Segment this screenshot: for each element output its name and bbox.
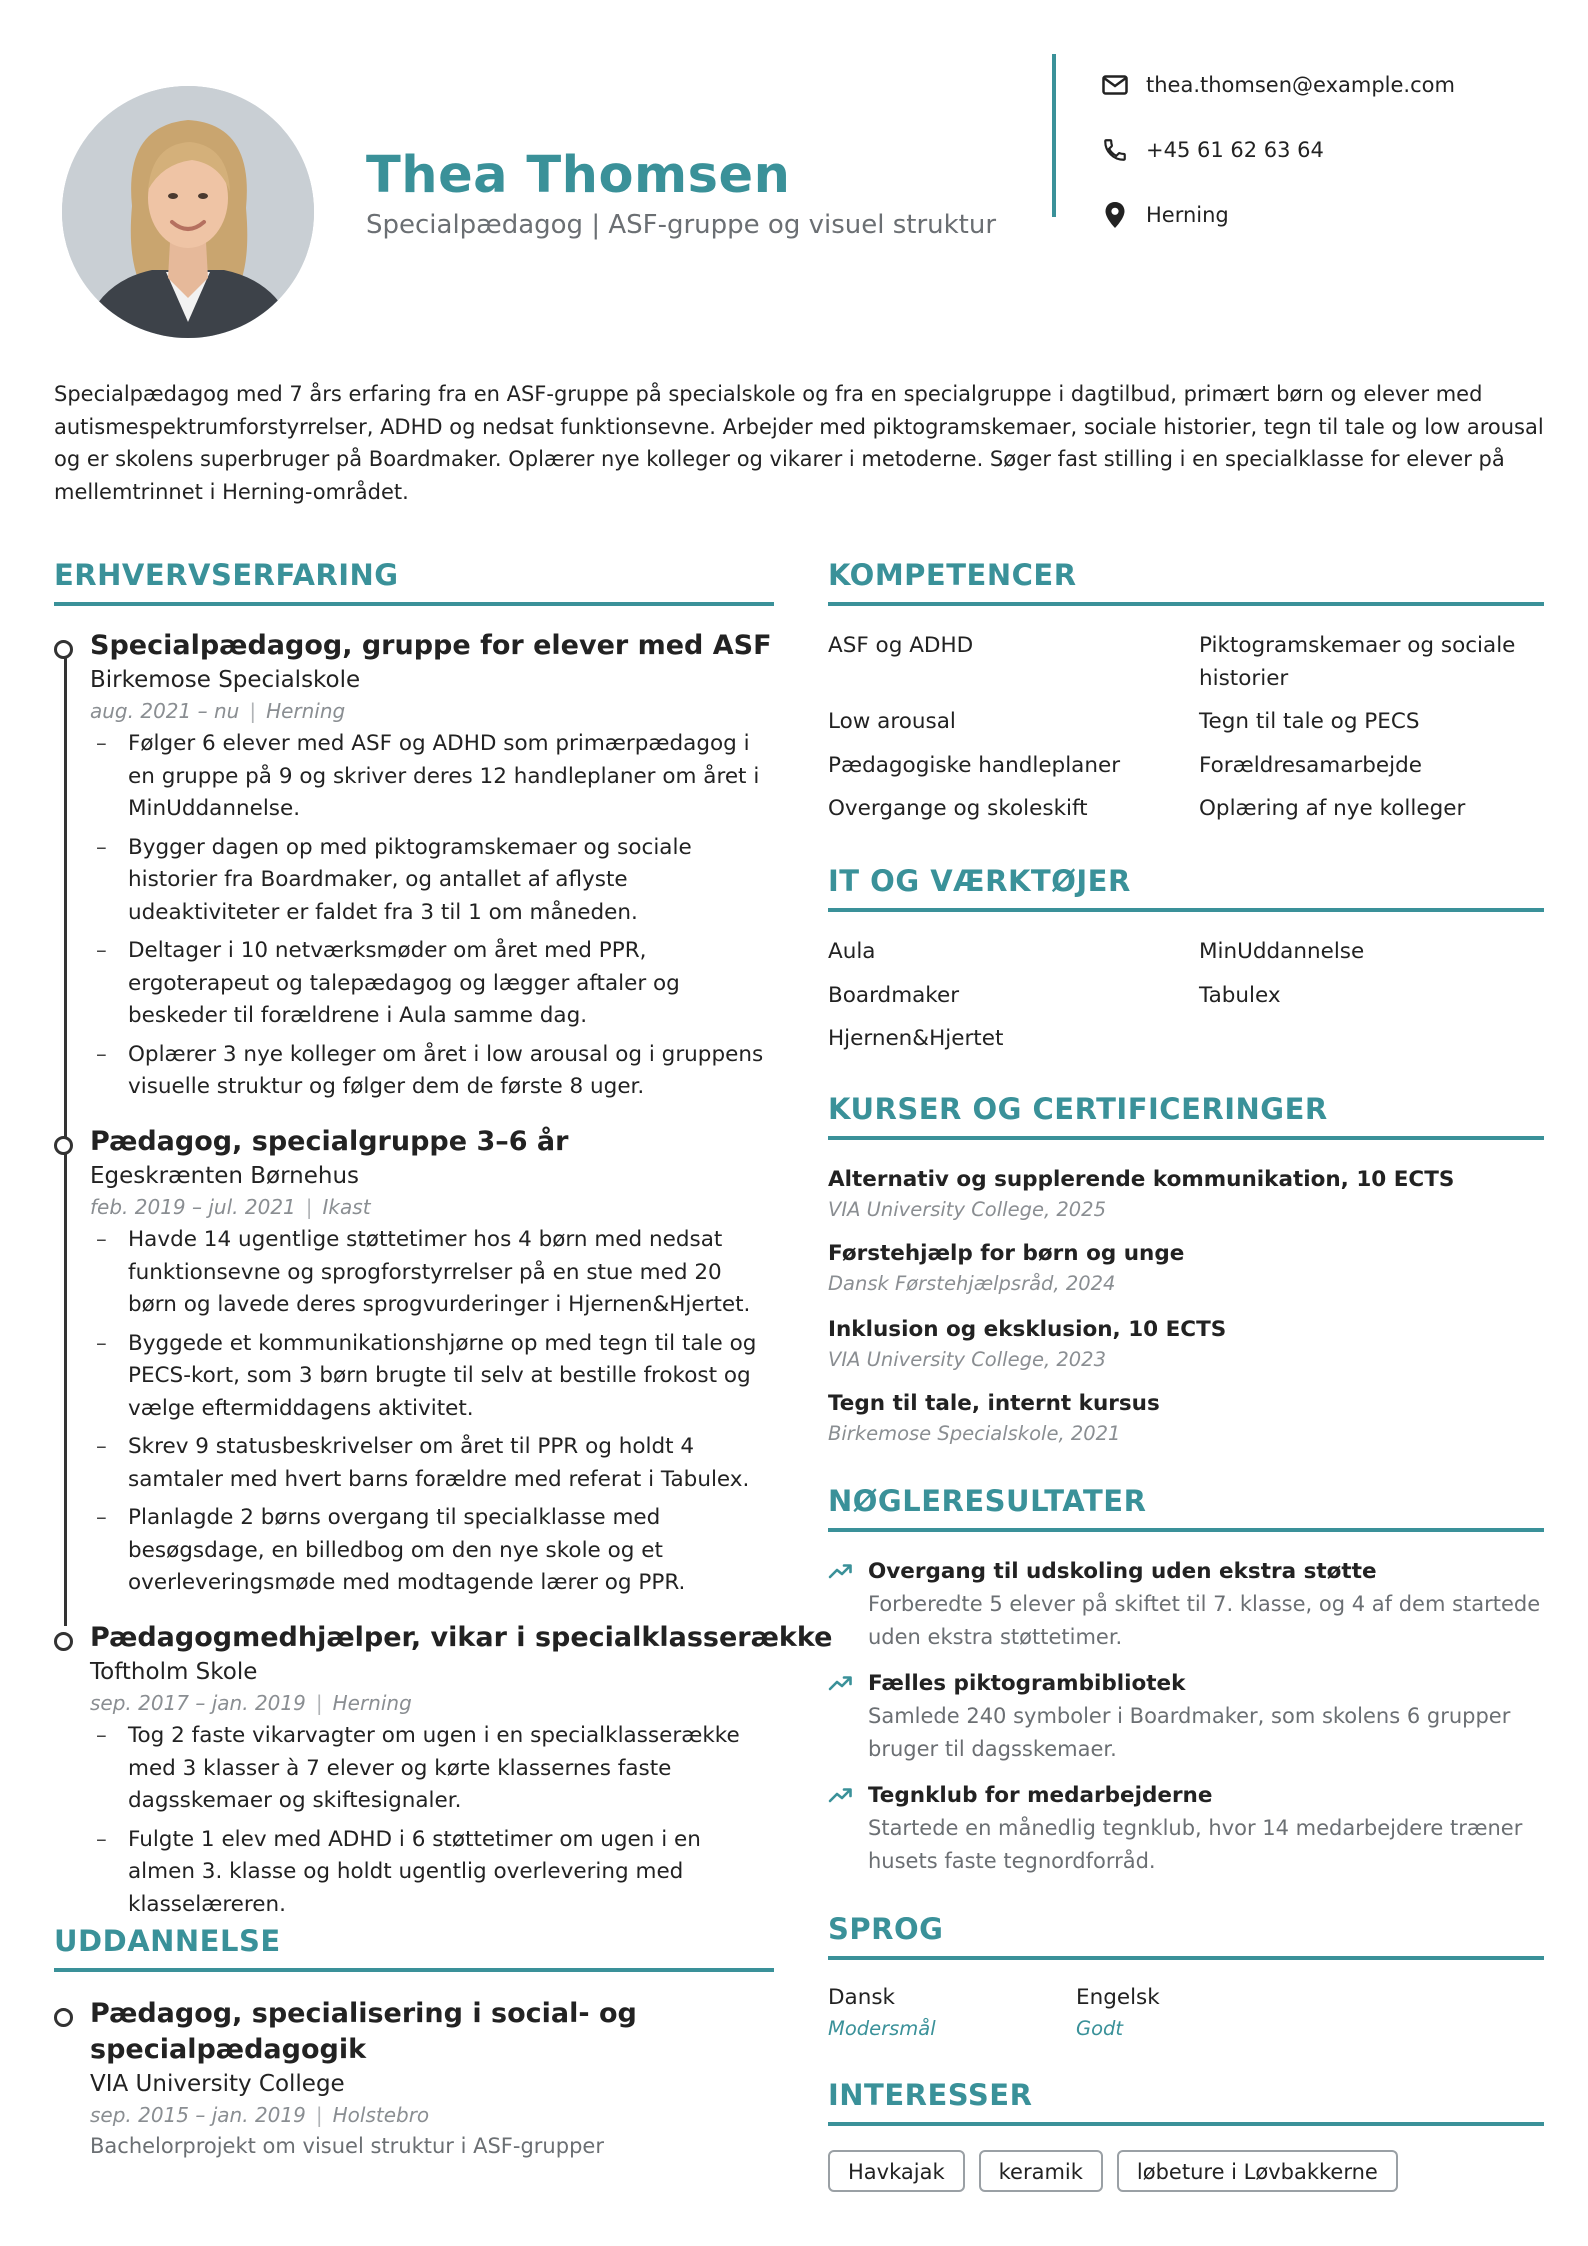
result-item: [828, 1556, 1544, 1653]
course-title: Tegn til tale, internt kursus: [828, 1391, 1160, 1416]
competence-item: Piktogramskemaer og sociale historier: [1199, 633, 1516, 691]
profile-photo: [62, 86, 314, 338]
result-text: Samlede 240 symboler i Boardmaker, som skolens 6 grupper bruger til dagsskemaer.: [868, 1704, 1511, 1761]
course-item: [828, 1238, 1544, 1298]
mail-icon: [1100, 70, 1130, 100]
course-item: [828, 1164, 1544, 1224]
language-level: Godt: [1076, 2017, 1124, 2040]
contact-phone-text: +45 61 62 63 64: [1146, 137, 1324, 162]
language-name: Dansk: [828, 1985, 896, 2010]
job-entry: [54, 628, 774, 1110]
job-title: Pædagog, specialgruppe 3–6 år: [90, 1126, 569, 1157]
job-period: feb. 2019 – jul. 2021: [90, 1195, 296, 1219]
result-text: Forberedte 5 elever på skiftet til 7. klasse, og 4 af dem startede uden ekstra støttetimer.: [868, 1592, 1541, 1649]
job-employer: Birkemose Specialskole: [90, 667, 361, 693]
job-meta: feb. 2019 – jul. 2021 | Ikast: [90, 1195, 371, 1219]
trending-up-icon: [828, 1562, 854, 1582]
education-institution: VIA University College: [90, 2071, 345, 2097]
job-entry: [54, 1620, 833, 1927]
course-item: [828, 1314, 1544, 1374]
job-title: Pædagogmedhjælper, vikar i specialklasserække: [90, 1622, 833, 1653]
competence-item: Tegn til tale og PECS: [1199, 709, 1420, 734]
course-meta: VIA University College, 2023: [828, 1348, 1106, 1371]
section-title-education: UDDANNELSE: [54, 1924, 281, 1958]
contact-list: [1100, 52, 1455, 247]
job-employer: Toftholm Skole: [90, 1659, 258, 1685]
section-title-it-tools: IT OG VÆRKTØJER: [828, 864, 1131, 898]
contact-location-text: Herning: [1146, 202, 1229, 227]
language-item: [828, 1982, 936, 2044]
section-title-languages: SPROG: [828, 1912, 944, 1946]
timeline-dot: [54, 2008, 73, 2027]
section-rule-interests: [828, 2122, 1544, 2126]
job-bullet: – Planlagde 2 børns overgang til specialklasse med besøgsdage, en billedbog om den nye skole og et overleveringsmøde med modtagende lærer og PPR.: [90, 1502, 774, 1600]
language-level: Modersmål: [828, 2017, 936, 2040]
job-place: Herning: [266, 699, 346, 723]
timeline-dot: [54, 1136, 73, 1155]
job-bullet: – Skrev 9 statusbeskrivelser om året til PPR og holdt 4 samtaler med hvert barns forældre med referat i Tabulex.: [90, 1431, 774, 1496]
course-title: Førstehjælp for børn og unge: [828, 1241, 1185, 1266]
job-bullet: – Deltager i 10 netværksmøder om året med PPR, ergoterapeut og talepædagog og lægger aftaler og beskeder til forældrene i Aula samme dag.: [90, 935, 774, 1033]
interests-list: [828, 2150, 1398, 2192]
section-rule-education: [54, 1968, 774, 1972]
competence-item: Overgange og skoleskift: [828, 796, 1088, 821]
job-period: sep. 2017 – jan. 2019: [90, 1691, 306, 1715]
job-bullet: – Byggede et kommunikationshjørne op med tegn til tale og PECS-kort, som 3 børn brugte til selv at bestille frokost og vælge eftermiddagens aktivitet.: [90, 1328, 774, 1426]
competence-item: Forældresamarbejde: [1199, 752, 1422, 778]
job-bullet: – Følger 6 elever med ASF og ADHD som primærpædagog i en gruppe på 9 og skriver deres 12 handleplaner om året i MinUddannelse.: [90, 728, 774, 826]
course-title: Alternativ og supplerende kommunikation, 10 ECTS: [828, 1167, 1455, 1192]
it-tool-item: Tabulex: [1199, 982, 1281, 1008]
competences-list: [828, 630, 1544, 826]
contact-divider: [1052, 54, 1056, 217]
result-item: [828, 1780, 1544, 1877]
timeline-dot: [54, 640, 73, 659]
job-meta: aug. 2021 – nu | Herning: [90, 699, 346, 723]
result-title: Overgang til udskoling uden ekstra støtte: [868, 1559, 1377, 1584]
section-title-results: NØGLERESULTATER: [828, 1484, 1147, 1518]
location-pin-icon: [1100, 200, 1130, 230]
language-name: Engelsk: [1076, 1985, 1160, 2010]
course-meta: Dansk Førstehjælpsråd, 2024: [828, 1272, 1116, 1295]
job-bullet: – Oplærer 3 nye kolleger om året i low arousal og i gruppens visuelle struktur og følger dem de første 8 uger.: [90, 1039, 774, 1104]
it-tool-item: Hjernen&Hjertet: [828, 1026, 1004, 1051]
job-place: Ikast: [322, 1195, 371, 1219]
profile-summary: Specialpædagog med 7 års erfaring fra en ASF-gruppe på specialskole og fra en specialgruppe i dagtilbud, primært børn og elever med autismespektrumforstyrrelser, ADHD og nedsat funktionsevne. Arbejder med piktogramskemaer, sociale historier, tegn til tale og low arousal og er skolens superbruger på Boardmaker. Oplærer nye kolleger og vikarer i metoderne. Søger fast stilling i en specialklasse for elever på mellemtrinnet i Herning-området.: [54, 382, 1544, 504]
result-title: Tegnklub for medarbejderne: [868, 1783, 1213, 1808]
job-period: aug. 2021 – nu: [90, 699, 240, 723]
job-entry: [54, 1124, 774, 1606]
job-bullets: [90, 1720, 774, 1921]
result-text: Startede en månedlig tegnklub, hvor 14 medarbejdere træner husets faste tegnordforråd.: [868, 1816, 1523, 1873]
competence-item: Oplæring af nye kolleger: [1199, 796, 1466, 821]
phone-icon: [1100, 135, 1130, 165]
job-bullet: – Fulgte 1 elev med ADHD i 6 støttetimer om ugen i en almen 3. klasse og holdt ugentlig overlevering med klasselæreren.: [90, 1824, 774, 1922]
timeline-dot: [54, 1632, 73, 1651]
course-item: [828, 1388, 1544, 1448]
job-bullet: – Bygger dagen op med piktogramskemaer og sociale historier fra Boardmaker, og antallet af aflyste udeaktiviteter er faldet fra 3 til 1 om måneden.: [90, 832, 774, 930]
section-rule-results: [828, 1528, 1544, 1532]
contact-email-text: thea.thomsen@example.com: [1146, 72, 1455, 97]
it-tool-item: Aula: [828, 939, 876, 964]
trending-up-icon: [828, 1786, 854, 1806]
result-title: Fælles piktogrambibliotek: [868, 1671, 1186, 1696]
education-entry: [54, 1996, 774, 2162]
section-rule-it-tools: [828, 908, 1544, 912]
competence-item: Pædagogiske handleplaner: [828, 752, 1121, 778]
interest-tag: keramik: [979, 2150, 1103, 2192]
job-employer: Egeskrænten Børnehus: [90, 1163, 360, 1189]
course-meta: Birkemose Specialskole, 2021: [828, 1422, 1121, 1445]
job-title: Specialpædagog, gruppe for elever med ASF: [90, 630, 772, 661]
it-tools-list: [828, 936, 1544, 1056]
interest-tag: Havkajak: [828, 2150, 965, 2192]
candidate-subtitle: Specialpædagog | ASF-gruppe og visuel struktur: [366, 210, 997, 240]
job-bullets: [90, 728, 774, 1104]
education-note: Bachelorprojekt om visuel struktur i ASF-grupper: [90, 2134, 604, 2158]
section-title-interests: INTERESSER: [828, 2078, 1033, 2112]
section-title-experience: ERHVERVSERFARING: [54, 558, 399, 592]
language-item: [1076, 1982, 1160, 2044]
course-meta: VIA University College, 2025: [828, 1198, 1106, 1221]
competence-item: Low arousal: [828, 709, 956, 734]
job-bullet: – Havde 14 ugentlige støttetimer hos 4 børn med nedsat funktionsevne og sprogforstyrrelser på en stue med 20 børn og lavede deres sprogvurderinger i Hjernen&Hjertet.: [90, 1224, 774, 1322]
education-meta: sep. 2015 – jan. 2019 | Holstebro: [90, 2103, 430, 2127]
job-meta: sep. 2017 – jan. 2019 | Herning: [90, 1691, 412, 1715]
candidate-name: Thea Thomsen: [366, 146, 791, 205]
section-rule-experience: [54, 602, 774, 606]
interest-tag: løbeture i Løvbakkerne: [1117, 2150, 1398, 2192]
competence-item: ASF og ADHD: [828, 633, 974, 658]
section-rule-competences: [828, 602, 1544, 606]
section-title-courses: KURSER OG CERTIFICERINGER: [828, 1092, 1328, 1126]
it-tool-item: Boardmaker: [828, 982, 960, 1008]
education-period: sep. 2015 – jan. 2019: [90, 2103, 306, 2127]
section-title-competences: KOMPETENCER: [828, 558, 1077, 592]
contact-phone[interactable]: [1100, 117, 1455, 182]
course-title: Inklusion og eksklusion, 10 ECTS: [828, 1317, 1227, 1342]
contact-location: [1100, 182, 1455, 247]
result-item: [828, 1668, 1544, 1765]
contact-email[interactable]: [1100, 52, 1455, 117]
job-place: Herning: [332, 1691, 412, 1715]
section-rule-languages: [828, 1956, 1544, 1960]
job-bullet: – Tog 2 faste vikarvagter om ugen i en specialklasserække med 3 klasser à 7 elever og kørte klassernes faste dagsskemaer og skiftesignaler.: [90, 1720, 774, 1818]
education-place: Holstebro: [332, 2103, 430, 2127]
it-tool-item: MinUddannelse: [1199, 939, 1365, 964]
section-rule-courses: [828, 1136, 1544, 1140]
education-title-line1: Pædagog, specialisering i social- og: [90, 1998, 637, 2029]
job-bullets: [90, 1224, 774, 1600]
trending-up-icon: [828, 1674, 854, 1694]
education-title-line2: specialpædagogik: [90, 2034, 367, 2065]
